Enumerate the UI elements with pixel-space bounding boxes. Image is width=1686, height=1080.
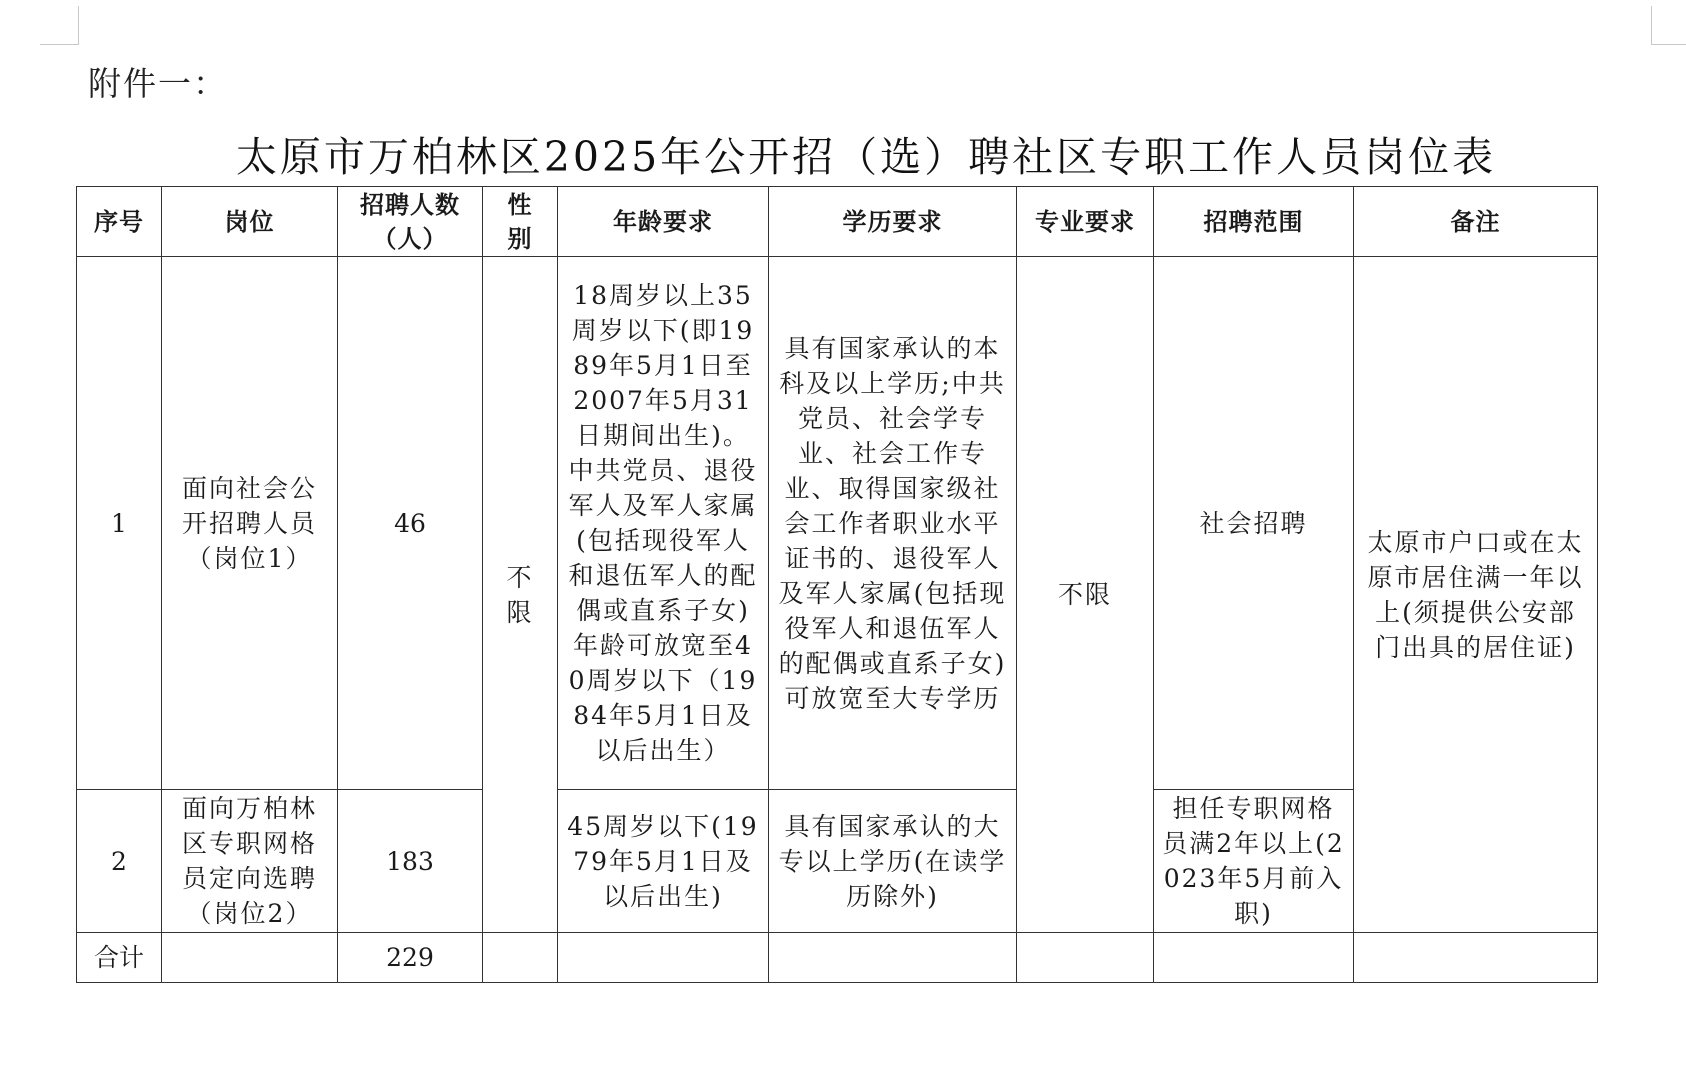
header-serial: 序号: [77, 187, 162, 257]
row2-age: 45周岁以下(1979年5月1日及以后出生): [558, 790, 769, 933]
total-position-empty: [162, 933, 338, 983]
total-education-empty: [769, 933, 1017, 983]
remarks-cell: 太原市户口或在太原市居住满一年以上(须提供公安部门出具的居住证): [1354, 257, 1598, 933]
row1-position: 面向社会公开招聘人员（岗位1）: [162, 257, 338, 790]
total-remarks-empty: [1354, 933, 1598, 983]
total-label: 合计: [77, 933, 162, 983]
header-education: 学历要求: [769, 187, 1017, 257]
total-count: 229: [338, 933, 483, 983]
gender-cell: 不限: [483, 257, 558, 933]
header-scope: 招聘范围: [1154, 187, 1354, 257]
major-cell: 不限: [1017, 257, 1154, 933]
table-total-row: [77, 933, 1598, 983]
header-age: 年龄要求: [558, 187, 769, 257]
page-corner-mark-left: [40, 6, 79, 45]
row1-education: 具有国家承认的本科及以上学历;中共党员、社会学专业、社会工作专业、取得国家级社会工作者职业水平证书的、退役军人及军人家属(包括现役军人和退伍军人的配偶或直系子女)可放宽至大专学历: [769, 257, 1017, 790]
total-scope-empty: [1154, 933, 1354, 983]
table-header-row: [77, 187, 1598, 257]
row2-education: 具有国家承认的大专以上学历(在读学历除外): [769, 790, 1017, 933]
row2-serial: 2: [77, 790, 162, 933]
total-gender-empty: [483, 933, 558, 983]
total-age-empty: [558, 933, 769, 983]
header-gender: 性别: [483, 187, 558, 257]
row1-count: 46: [338, 257, 483, 790]
row2-count: 183: [338, 790, 483, 933]
positions-table: [76, 186, 1598, 983]
total-major-empty: [1017, 933, 1154, 983]
row1-serial: 1: [77, 257, 162, 790]
header-remarks: 备注: [1354, 187, 1598, 257]
header-major: 专业要求: [1017, 187, 1154, 257]
header-position: 岗位: [162, 187, 338, 257]
table-row: [77, 257, 1598, 790]
document-title: 太原市万柏林区2025年公开招（选）聘社区专职工作人员岗位表: [235, 133, 1497, 181]
row2-position: 面向万柏林区专职网格员定向选聘（岗位2）: [162, 790, 338, 933]
header-count: 招聘人数（人）: [338, 187, 483, 257]
row2-scope: 担任专职网格员满2年以上(2023年5月前入职): [1154, 790, 1354, 933]
page-corner-mark-right: [1651, 6, 1686, 45]
row1-age: 18周岁以上35周岁以下(即1989年5月1日至2007年5月31日期间出生)。中共党员、退役军人及军人家属(包括现役军人和退伍军人的配偶或直系子女)年龄可放宽至40周岁以下（1984年5月1日及以后出生）: [558, 257, 769, 790]
attachment-label: 附件一：: [88, 64, 228, 103]
row1-scope: 社会招聘: [1154, 257, 1354, 790]
